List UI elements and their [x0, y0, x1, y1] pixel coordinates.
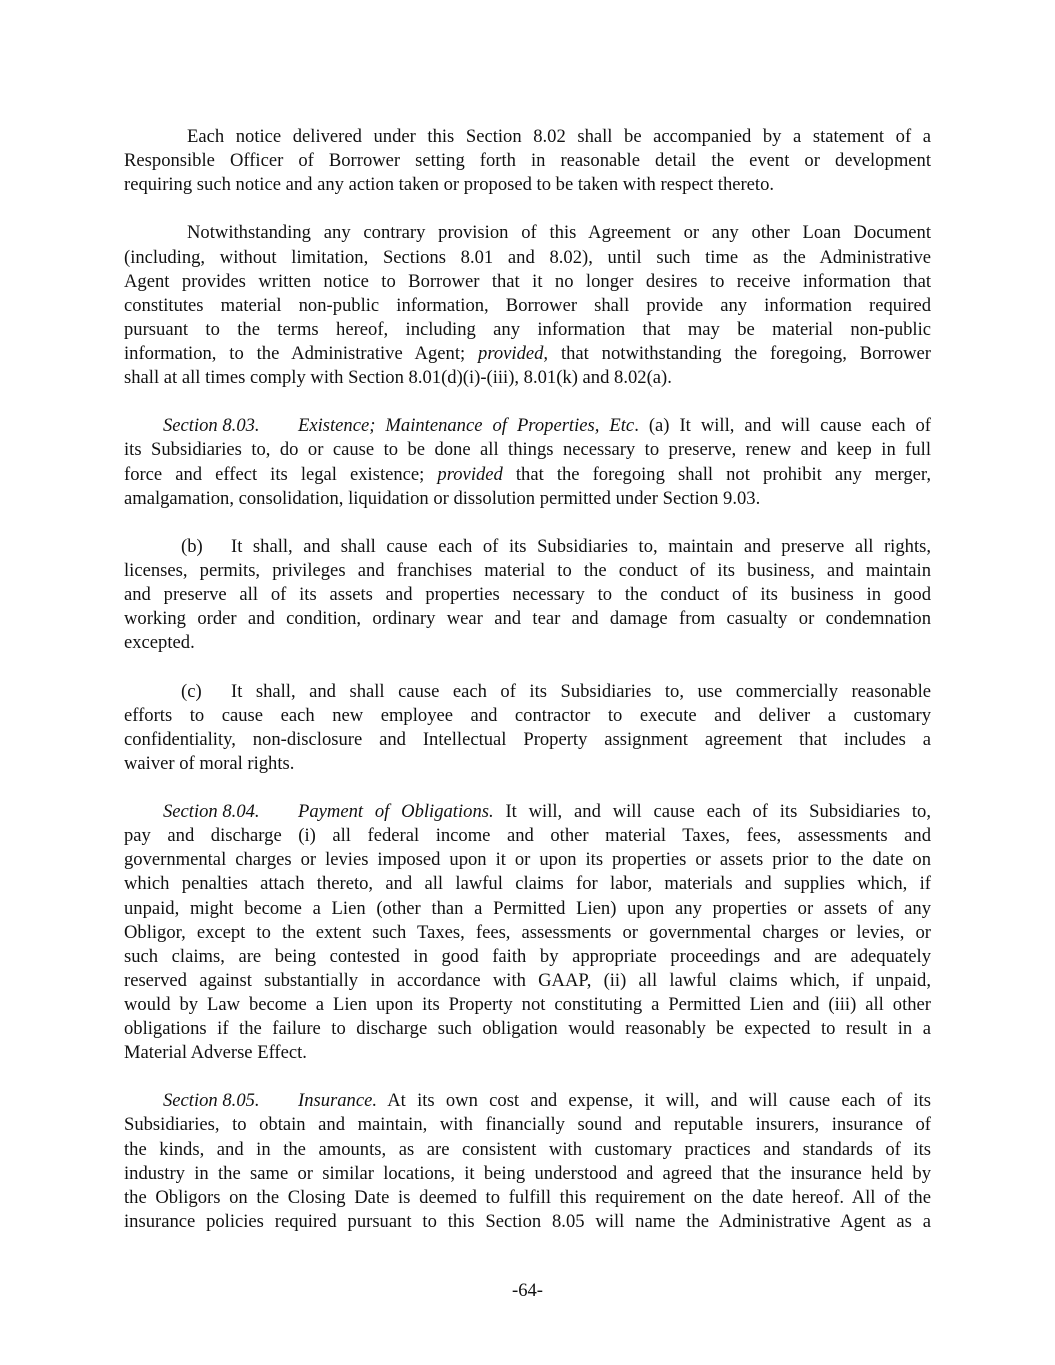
text-segment: unpaid, might become a Lien (other than a Permitted Lien) upon any properties or assets of any — [124, 897, 931, 919]
text-segment: Agent provides written notice to Borrower that it no longer desires to receive information that — [124, 270, 931, 292]
text-segment: constitutes material non-public information, Borrower shall provide any information required — [124, 294, 931, 316]
text-line — [124, 149, 931, 173]
text-segment: . (a) It will, and will cause each of — [634, 415, 932, 437]
text-segment: Notwithstanding any contrary provision of this Agreement or any other Loan Document — [187, 222, 931, 244]
text-line — [124, 1162, 931, 1186]
text-segment: pay and discharge (i) all federal income and other material Taxes, fees, assessments and — [124, 825, 931, 847]
text-segment: Each notice delivered under this Section 8.02 shall be accompanied by a statement of a — [187, 126, 931, 147]
text-line — [124, 1210, 931, 1234]
text-line — [124, 969, 931, 993]
text-line — [124, 294, 931, 318]
text-segment: Subsidiaries, to obtain and maintain, with financially sound and reputable insurers, insurance of — [124, 1114, 931, 1136]
paragraph-spacer — [124, 1065, 931, 1089]
paragraph — [124, 414, 931, 510]
text-segment: information, to the Administrative Agent; — [124, 342, 479, 364]
paragraph — [124, 535, 931, 656]
text-segment: requiring such notice and any action taken or proposed to be taken with respect thereto. — [124, 174, 775, 196]
text-segment: that the foregoing shall not prohibit any merger, — [502, 463, 932, 485]
text-line — [124, 583, 931, 607]
text-segment: Material Adverse Effect. — [124, 1042, 307, 1064]
text-segment: waiver of moral rights. — [124, 752, 295, 774]
text-line — [124, 318, 931, 342]
clause-label: (b) — [181, 535, 203, 557]
italic-text: provided — [437, 463, 503, 485]
text-segment: insurance policies required pursuant to this Section 8.05 will name the Administrative Agent as a — [124, 1210, 931, 1232]
paragraph-spacer — [124, 511, 931, 535]
text-segment: shall at all times comply with Section 8.01(d)(i)-(iii), 8.01(k) and 8.02(a). — [124, 367, 672, 389]
text-line — [124, 1138, 931, 1162]
text-segment: which penalties attach thereto, and all lawful claims for labor, materials and supplies which, if — [124, 873, 931, 895]
text-line — [124, 1089, 931, 1113]
text-line — [124, 872, 931, 896]
text-line — [124, 1041, 931, 1065]
text-line — [124, 559, 931, 583]
text-line — [124, 824, 931, 848]
text-line — [124, 246, 931, 270]
text-segment: reserved against substantially in accordance with GAAP, (ii) all lawful claims which, if unpaid, — [124, 969, 931, 991]
text-line — [124, 704, 931, 728]
text-segment: that notwithstanding the foregoing, Borrower — [548, 342, 931, 364]
paragraph — [124, 221, 931, 390]
section-number: Section 8.03. — [163, 415, 260, 437]
text-line — [124, 221, 931, 245]
text-line — [124, 897, 931, 921]
italic-text: Payment of Obligations. — [298, 801, 494, 823]
paragraph — [124, 800, 931, 1065]
italic-text: Existence; Maintenance of Properties, Etc — [298, 415, 635, 437]
text-segment: (including, without limitation, Sections 8.01 and 8.02), until such time as the Administrative — [124, 246, 931, 268]
text-segment: industry in the same or similar locations, it being understood and agreed that the insurance held by — [124, 1162, 931, 1184]
page-number: -64- — [512, 1280, 543, 1301]
document-body — [124, 125, 931, 1234]
text-line — [124, 728, 931, 752]
text-line — [124, 993, 931, 1017]
text-segment: governmental charges or levies imposed upon it or upon its properties or assets prior to the date on — [124, 849, 931, 871]
text-segment: Obligor, except to the extent such Taxes, fees, assessments or governmental charges or levies, or — [124, 921, 931, 943]
text-segment: It shall, and shall cause each of its Subsidiaries to, maintain and preserve all rights, — [231, 535, 931, 557]
text-segment: confidentiality, non-disclosure and Intellectual Property assignment agreement that includes a — [124, 728, 931, 750]
text-segment: It shall, and shall cause each of its Subsidiaries to, use commercially reasonable — [231, 680, 931, 702]
text-segment: would by Law become a Lien upon its Property not constituting a Permitted Lien and (iii) all other — [124, 993, 931, 1015]
text-line — [124, 680, 931, 704]
text-line — [124, 414, 931, 438]
paragraph-spacer — [124, 197, 931, 221]
text-line — [124, 945, 931, 969]
paragraph-spacer — [124, 655, 931, 679]
text-line — [124, 800, 931, 824]
text-line — [124, 173, 931, 197]
text-segment: and preserve all of its assets and properties necessary to the conduct of its business in good — [124, 584, 931, 606]
text-segment: its Subsidiaries to, do or cause to be done all things necessary to preserve, renew and keep in full — [124, 439, 931, 461]
italic-text: provided, — [478, 342, 549, 364]
text-segment: Responsible Officer of Borrower setting forth in reasonable detail the event or development — [124, 150, 931, 172]
text-segment: working order and condition, ordinary wear and tear and damage from casualty or condemnation — [124, 608, 931, 630]
text-segment: pursuant to the terms hereof, including any information that may be material non-public — [124, 318, 931, 340]
text-line — [124, 607, 931, 631]
text-segment: It will, and will cause each of its Subsidiaries to, — [493, 801, 931, 823]
text-segment: the kinds, and in the amounts, as are consistent with customary practices and standards of its — [124, 1138, 931, 1160]
text-line — [124, 921, 931, 945]
text-segment: force and effect its legal existence; — [124, 463, 438, 485]
text-line — [124, 487, 931, 511]
text-segment: At its own cost and expense, it will, and will cause each of its — [377, 1090, 931, 1112]
text-segment: such claims, are being contested in good faith by appropriate proceedings and are adequately — [124, 945, 931, 967]
paragraph-spacer — [124, 390, 931, 414]
text-line — [124, 1017, 931, 1041]
text-line — [124, 463, 931, 487]
text-line — [124, 631, 931, 655]
text-line — [124, 342, 931, 366]
text-line — [124, 125, 931, 149]
italic-text: Insurance. — [298, 1090, 378, 1112]
paragraph — [124, 680, 931, 776]
text-line — [124, 535, 931, 559]
text-line — [124, 752, 931, 776]
text-line — [124, 1186, 931, 1210]
paragraph-spacer — [124, 776, 931, 800]
section-number: Section 8.05. — [163, 1090, 260, 1112]
text-line — [124, 438, 931, 462]
text-line — [124, 270, 931, 294]
text-segment: licenses, permits, privileges and franchises material to the conduct of its business, and maintain — [124, 559, 931, 581]
text-segment: amalgamation, consolidation, liquidation or dissolution permitted under Section 9.03. — [124, 487, 761, 509]
paragraph — [124, 125, 931, 197]
paragraph — [124, 1089, 931, 1234]
text-segment: the Obligors on the Closing Date is deemed to fulfill this requirement on the date hereof. All of the — [124, 1186, 931, 1208]
text-line — [124, 366, 931, 390]
clause-label: (c) — [181, 680, 202, 702]
text-segment: excepted. — [124, 632, 195, 654]
section-number: Section 8.04. — [163, 801, 260, 823]
text-line — [124, 848, 931, 872]
text-segment: efforts to cause each new employee and contractor to execute and deliver a customary — [124, 704, 931, 726]
text-segment: obligations if the failure to discharge such obligation would reasonably be expected to result in a — [124, 1018, 931, 1040]
text-line — [124, 1113, 931, 1137]
